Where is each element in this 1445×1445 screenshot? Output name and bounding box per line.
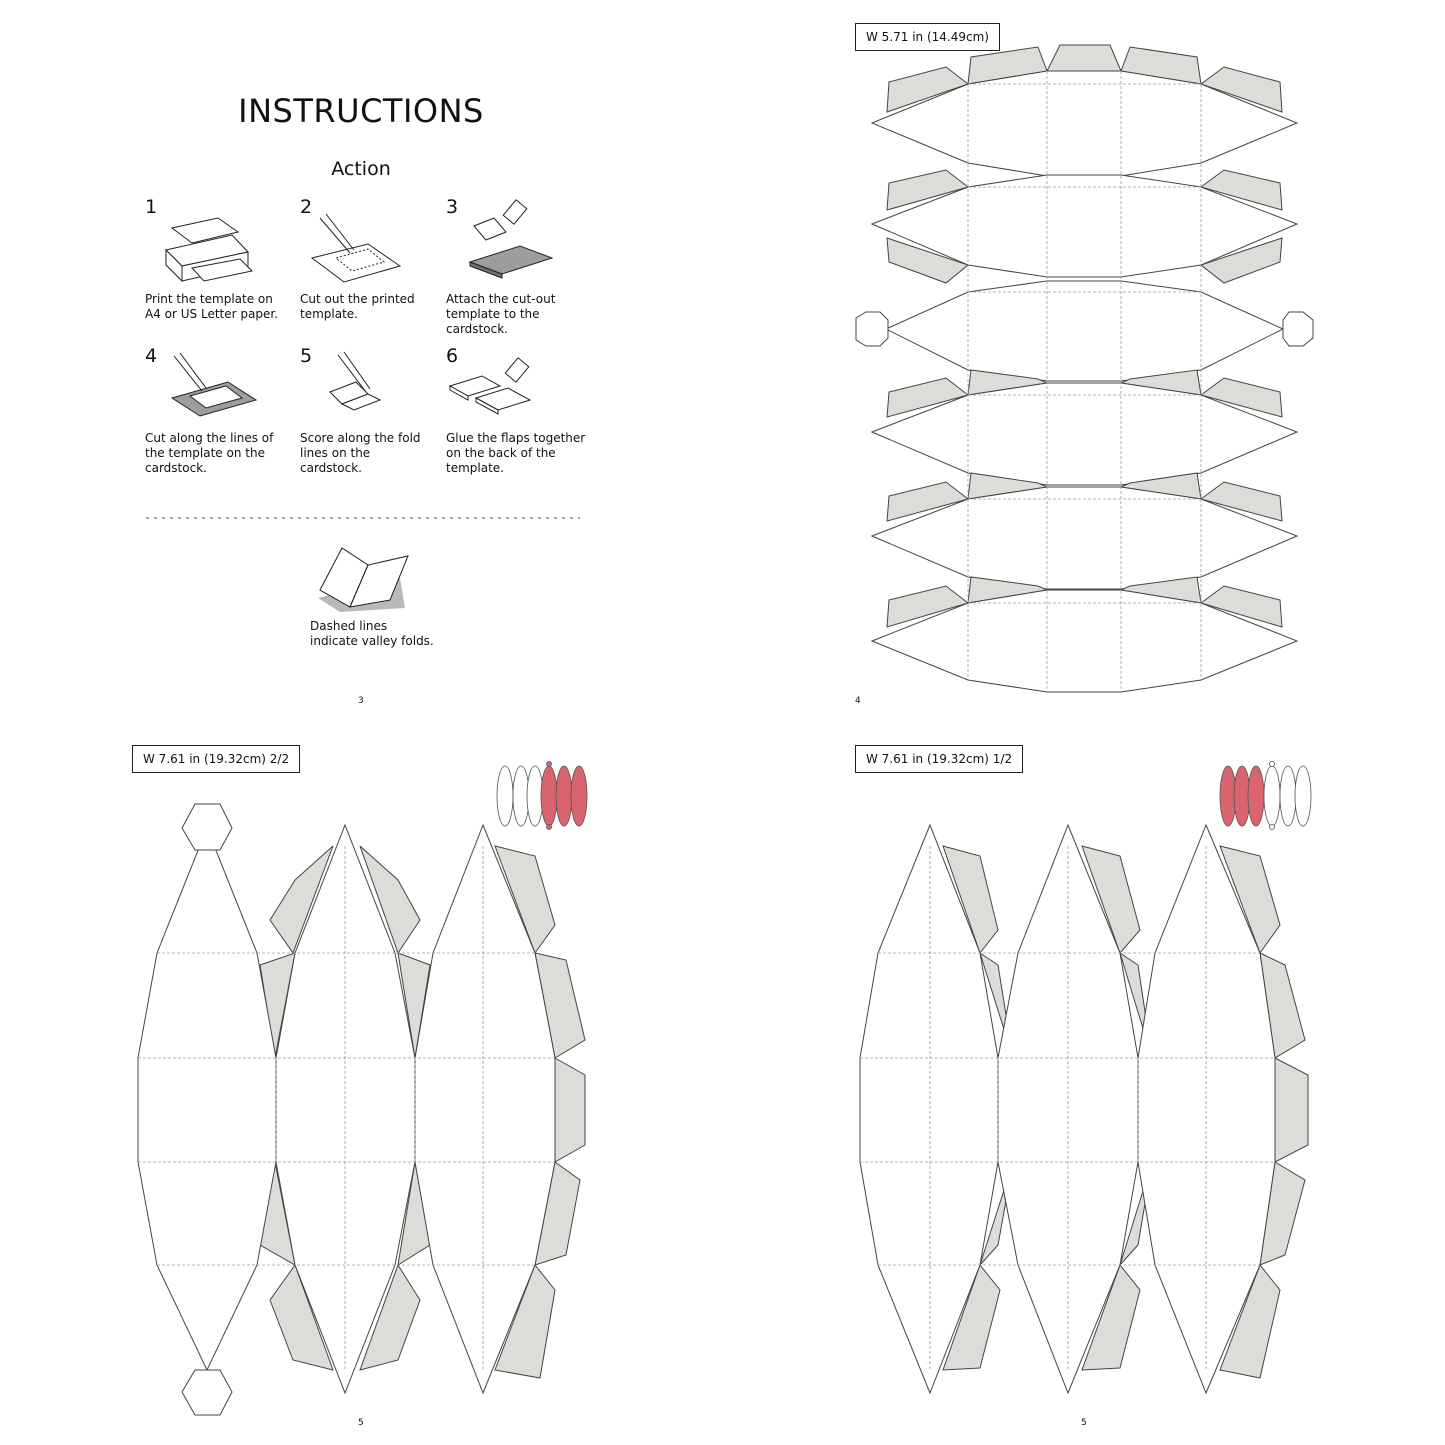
template-gores-right xyxy=(860,825,1308,1393)
step-number-3: 3 xyxy=(446,196,459,218)
glue-icon xyxy=(470,200,552,278)
section-subtitle: Action xyxy=(331,158,391,180)
step-number-5: 5 xyxy=(300,345,313,367)
fold-note: Dashed lines indicate valley folds. xyxy=(310,619,434,648)
template-size-label: W 7.61 in (19.32cm) 1/2 xyxy=(855,745,1023,773)
step-text-2: Cut out the printed template. xyxy=(300,292,415,321)
step-text-6: Glue the flaps together on the back of the template. xyxy=(446,431,586,475)
scoring-icon xyxy=(330,352,380,410)
step-text-5: Score along the fold lines on the cardstock. xyxy=(300,431,421,475)
step-number-6: 6 xyxy=(446,345,459,367)
step-text-4: Cut along the lines of the template on the cardstock. xyxy=(145,431,274,475)
template-gores-left xyxy=(138,804,585,1415)
locator-thumbnail-left xyxy=(497,762,587,830)
valley-fold-icon xyxy=(318,548,408,612)
step-number-4: 4 xyxy=(145,345,158,367)
template-size-label: W 7.61 in (19.32cm) 2/2 xyxy=(132,745,300,773)
cutter-icon xyxy=(172,353,256,416)
page-number: 4 xyxy=(855,696,861,706)
locator-thumbnail-right xyxy=(1220,762,1311,830)
page-number: 3 xyxy=(358,696,364,706)
page-number: 5 xyxy=(1081,1418,1087,1428)
cutter-icon xyxy=(312,214,400,282)
template-gores-top xyxy=(856,45,1313,692)
step-text-1: Print the template on A4 or US Letter paper. xyxy=(145,292,278,321)
printer-icon xyxy=(166,218,252,281)
glue-icon xyxy=(450,358,530,414)
template-size-label: W 5.71 in (14.49cm) xyxy=(855,23,1000,51)
page-title: INSTRUCTIONS xyxy=(238,92,484,130)
step-text-3: Attach the cut-out template to the cardstock. xyxy=(446,292,556,336)
step-number-1: 1 xyxy=(145,196,158,218)
step-number-2: 2 xyxy=(300,196,313,218)
page-number: 5 xyxy=(358,1418,364,1428)
